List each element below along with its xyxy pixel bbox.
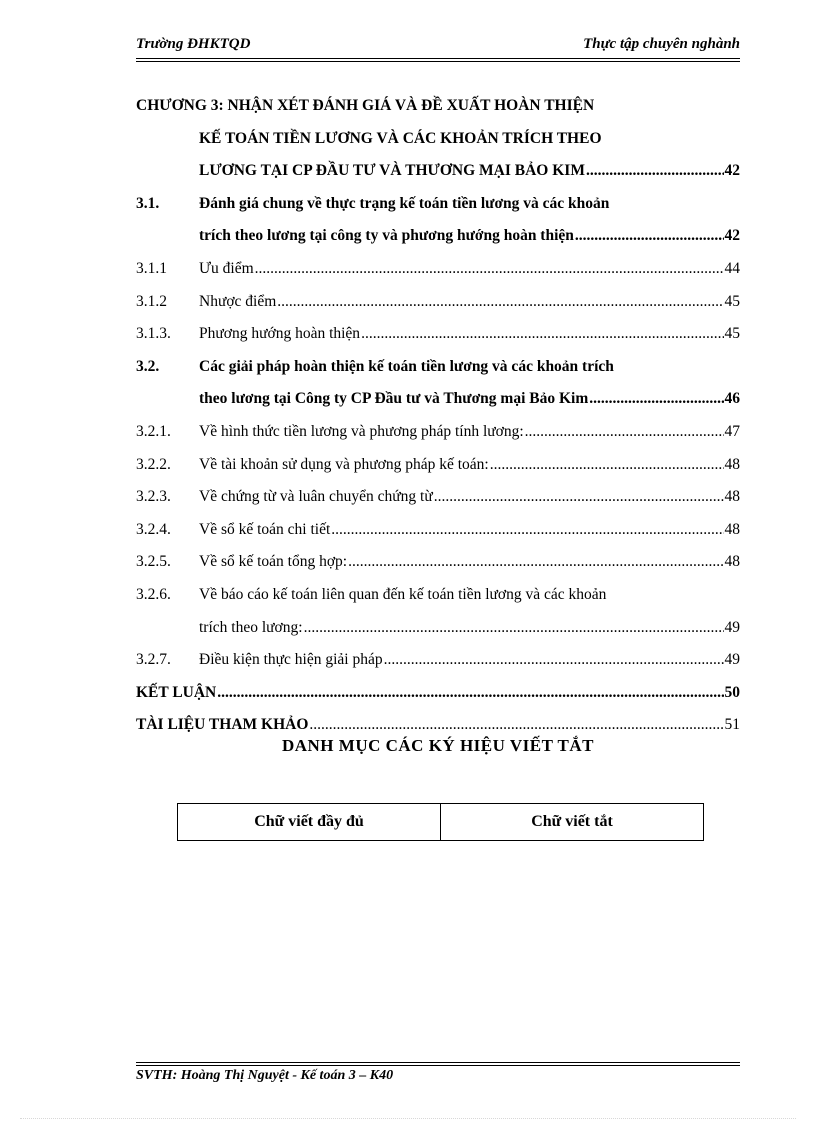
toc-page: 45 — [724, 325, 740, 343]
leader-dots — [255, 253, 724, 286]
toc-section-3-2-4[interactable] — [136, 514, 740, 547]
toc-section-3-1-3[interactable] — [136, 318, 740, 351]
toc-references-title: TÀI LIỆU THAM KHẢO — [136, 716, 309, 734]
table-row — [178, 804, 704, 841]
toc-section-3-2-6-title-2: trích theo lương: — [199, 618, 303, 636]
toc-section-3-2-6-title-1: Về báo cáo kế toán liên quan đến kế toán tiền lương và các khoản — [199, 585, 607, 603]
leader-dots — [384, 644, 724, 677]
toc-num: 3.2.2. — [136, 455, 171, 473]
toc-section-3-2-page: 46 — [724, 390, 740, 408]
footer-rule-double — [136, 1065, 740, 1066]
header-rule — [136, 58, 740, 59]
toc-chapter3-title-1: CHƯƠNG 3: NHẬN XÉT ĐÁNH GIÁ VÀ ĐỀ XUẤT HOÀN THIỆN — [136, 97, 595, 114]
toc-section-3-2-3[interactable] — [136, 481, 740, 514]
page-footer: SVTH: Hoàng Thị Nguyệt - Kế toán 3 – K40 — [136, 1068, 394, 1083]
header-rule-double — [136, 61, 740, 62]
leader-dots — [586, 155, 724, 188]
leader-dots — [589, 383, 723, 416]
toc-section-3-1-2[interactable] — [136, 286, 740, 319]
toc-page: 47 — [724, 422, 740, 440]
leader-dots — [490, 449, 724, 482]
toc-chapter3-title-2: KẾ TOÁN TIỀN LƯƠNG VÀ CÁC KHOẢN TRÍCH THEO — [199, 129, 602, 147]
leader-dots — [575, 220, 724, 253]
toc-page: 44 — [724, 259, 740, 277]
toc-section-3-2-title-2: theo lương tại Công ty CP Đầu tư và Thương mại Bảo Kim — [199, 390, 589, 408]
toc-conclusion[interactable] — [136, 677, 740, 710]
leader-dots — [361, 318, 723, 351]
toc-num: 3.2.4. — [136, 520, 171, 538]
header-title: Thực tập chuyên nghành — [583, 36, 740, 52]
toc-conclusion-page: 50 — [724, 683, 740, 701]
toc-title: Phương hướng hoàn thiện — [199, 325, 361, 343]
footer-rule — [136, 1062, 740, 1063]
toc-num: 3.1.3. — [136, 325, 171, 343]
toc-section-3-1-cont[interactable] — [136, 220, 740, 253]
toc-section-3-1-1[interactable] — [136, 253, 740, 286]
page-edge-rule — [20, 1118, 796, 1119]
toc-title: Về sổ kế toán chi tiết — [199, 520, 331, 538]
toc-title: Về hình thức tiền lương và phương pháp tính lương: — [199, 422, 524, 440]
abbr-col-short-header: Chữ viết tắt — [441, 804, 704, 841]
abbr-col-full-header: Chữ viết đầy đủ — [178, 804, 441, 841]
leader-dots — [277, 286, 723, 319]
toc-references-page: 51 — [724, 716, 740, 734]
toc-section-3-1-page: 42 — [724, 227, 740, 245]
toc-num: 3.2.1. — [136, 422, 171, 440]
leader-dots — [525, 416, 724, 449]
toc-chapter3-line3[interactable] — [136, 155, 740, 188]
toc-page: 48 — [724, 455, 740, 473]
toc-section-3-1-title-1: Đánh giá chung về thực trạng kế toán tiền lương và các khoản — [199, 194, 610, 212]
toc-section-3-2-5[interactable] — [136, 546, 740, 579]
toc-chapter3-line2[interactable] — [136, 123, 740, 156]
toc-chapter3-page: 42 — [724, 162, 740, 180]
toc-conclusion-title: KẾT LUẬN — [136, 683, 217, 701]
toc-page: 48 — [724, 553, 740, 571]
toc-section-3-2-6-cont[interactable] — [136, 612, 740, 645]
leader-dots — [217, 677, 723, 710]
abbreviations-title: DANH MỤC CÁC KÝ HIỆU VIẾT TẮT — [281, 736, 595, 755]
toc-num: 3.2. — [136, 357, 160, 375]
toc-section-3-2-7[interactable] — [136, 644, 740, 677]
toc-chapter3-title-3: LƯƠNG TẠI CP ĐẦU TƯ VÀ THƯƠNG MẠI BẢO KIM — [199, 162, 585, 180]
abbreviations-table — [177, 803, 704, 841]
toc-num: 3.2.6. — [136, 585, 171, 603]
toc-num: 3.1. — [136, 194, 160, 212]
page-header — [136, 36, 740, 60]
toc-section-3-2-6-page: 49 — [724, 618, 740, 636]
toc-page: 49 — [724, 651, 740, 669]
toc-title: Về sổ kế toán tổng hợp: — [199, 553, 348, 571]
toc-section-3-2-title-1: Các giải pháp hoàn thiện kế toán tiền lương và các khoản trích — [199, 357, 614, 375]
toc-num: 3.2.5. — [136, 553, 171, 571]
leader-dots — [434, 481, 724, 514]
toc-page: 48 — [724, 488, 740, 506]
toc-section-3-1-title-2: trích theo lương tại công ty và phương hướng hoàn thiện — [199, 227, 574, 245]
toc-chapter3-line1[interactable] — [136, 90, 740, 123]
toc-num: 3.1.2 — [136, 292, 167, 310]
leader-dots — [348, 546, 723, 579]
toc-section-3-1[interactable] — [136, 188, 740, 221]
toc-title: Về chứng từ và luân chuyển chứng từ — [199, 488, 433, 506]
toc-title: Ưu điểm — [199, 259, 254, 277]
table-of-contents — [136, 90, 740, 742]
leader-dots — [331, 514, 723, 547]
toc-num: 3.1.1 — [136, 259, 167, 277]
toc-title: Về tài khoản sử dụng và phương pháp kế toán: — [199, 455, 489, 473]
toc-page: 48 — [724, 520, 740, 538]
toc-title: Điều kiện thực hiện giải pháp — [199, 651, 383, 669]
toc-title: Nhược điểm — [199, 292, 277, 310]
toc-num: 3.2.7. — [136, 651, 171, 669]
header-school: Trường ĐHKTQD — [136, 36, 251, 52]
toc-section-3-2-cont[interactable] — [136, 383, 740, 416]
toc-num: 3.2.3. — [136, 488, 171, 506]
toc-page: 45 — [724, 292, 740, 310]
toc-section-3-2-6[interactable] — [136, 579, 740, 612]
toc-section-3-2[interactable] — [136, 351, 740, 384]
toc-section-3-2-2[interactable] — [136, 449, 740, 482]
leader-dots — [304, 612, 724, 645]
toc-section-3-2-1[interactable] — [136, 416, 740, 449]
